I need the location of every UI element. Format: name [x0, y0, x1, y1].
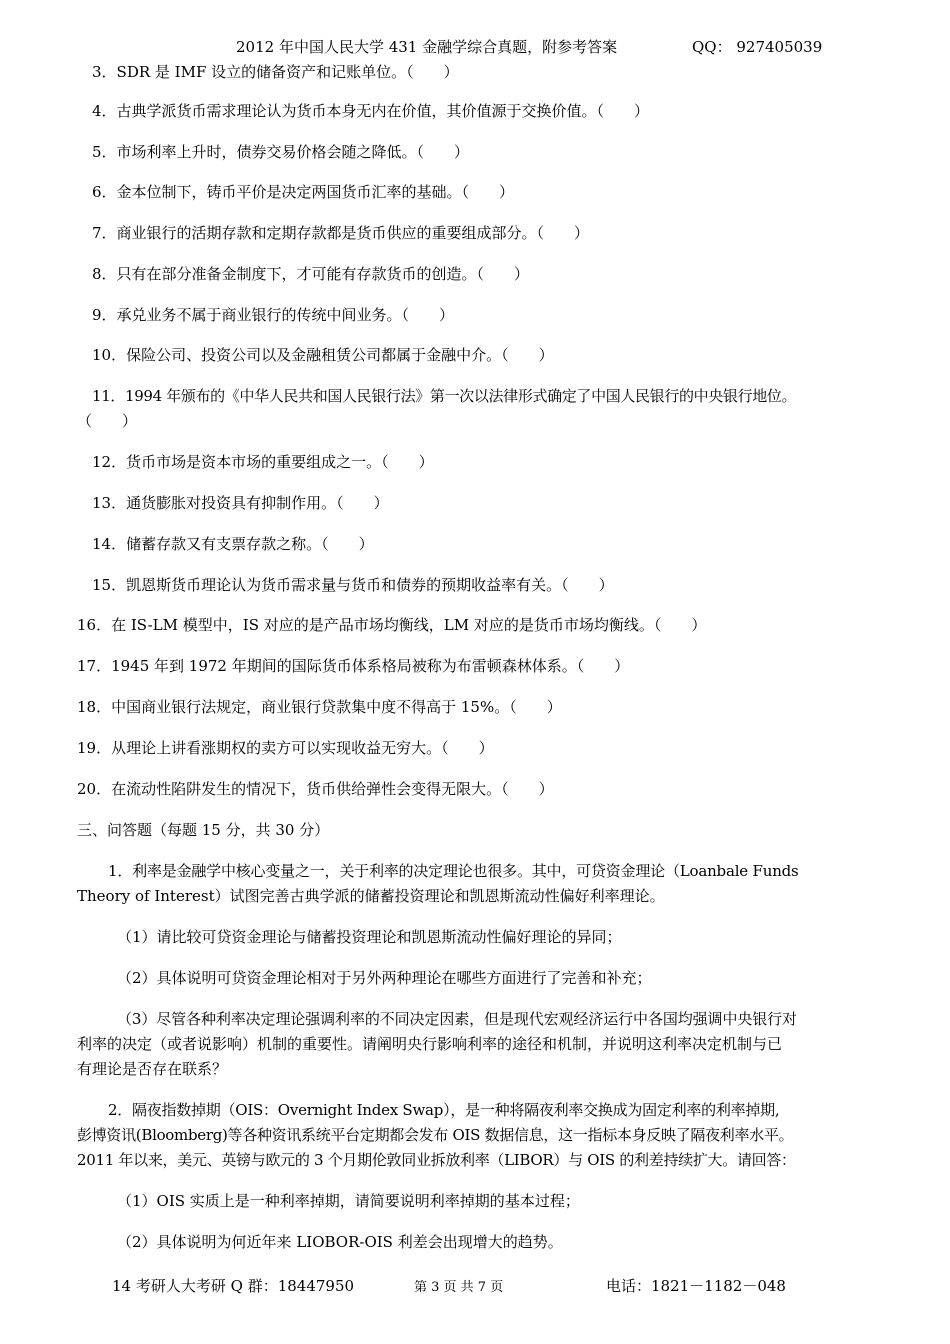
question-10: 10．保险公司、投资公司以及金融租赁公司都属于金融中介。（ ） — [92, 346, 554, 364]
page-header — [0, 36, 950, 60]
qa-1-part-3-line-1: （3）尽管各种利率决定理论强调利率的不同决定因素，但是现代宏观经济运行中各国均强调中央银行对 — [117, 1010, 797, 1028]
qa-1-part-1: （1）请比较可贷资金理论与储蓄投资理论和凯恩斯流动性偏好理论的异同； — [117, 928, 622, 946]
qa-1-part-3-line-2: 利率的决定（或者说影响）机制的重要性。请阐明央行影响利率的途径和机制，并说明这利率决定机制与已 — [77, 1035, 783, 1053]
question-11-bracket: （ ） — [77, 412, 138, 430]
question-13: 13．通货膨胀对投资具有抑制作用。（ ） — [92, 494, 389, 512]
question-15: 15．凯恩斯货币理论认为货币需求量与货币和债券的预期收益率有关。（ ） — [92, 576, 614, 594]
qa-2-line-1: 2．隔夜指数掉期（OIS：Overnight Index Swap），是一种将隔夜利率交换成为固定利率的利率掉期, — [108, 1101, 780, 1119]
qa-1-line-2: Theory of Interest）试图完善古典学派的储蓄投资理论和凯恩斯流动性偏好利率理论。 — [77, 887, 665, 905]
question-19: 19．从理论上讲看涨期权的卖方可以实现收益无穷大。（ ） — [77, 739, 494, 757]
question-17: 17．1945 年到 1972 年期间的国际货币体系格局被称为布雷顿森林体系。（ ） — [77, 657, 630, 675]
question-7: 7．商业银行的活期存款和定期存款都是货币供应的重要组成部分。（ ） — [92, 224, 590, 242]
qa-2-line-2: 彭博资讯(Bloomberg)等各种资讯系统平台定期都会发布 OIS 数据信息，这一指标本身反映了隔夜利率水平。 — [77, 1126, 794, 1144]
question-6: 6．金本位制下，铸币平价是决定两国货币汇率的基础。（ ） — [92, 183, 515, 201]
question-20: 20．在流动性陷阱发生的情况下，货币供给弹性会变得无限大。（ ） — [77, 780, 554, 798]
question-4: 4．古典学派货币需求理论认为货币本身无内在价值，其价值源于交换价值。（ ） — [92, 102, 650, 120]
question-8: 8．只有在部分准备金制度下，才可能有存款货币的创造。（ ） — [92, 265, 530, 283]
qa-1-part-2: （2）具体说明可贷资金理论相对于另外两种理论在哪些方面进行了完善和补充； — [117, 969, 652, 987]
question-11: 11．1994 年颁布的《中华人民共和国人民银行法》第一次以法律形式确定了中国人民银行的中央银行地位。 — [92, 387, 797, 405]
qa-1-part-3-line-3: 有理论是否存在联系？ — [77, 1060, 228, 1078]
question-9: 9．承兑业务不属于商业银行的传统中间业务。（ ） — [92, 306, 455, 324]
footer-page-number: 第 3 页 共 7 页 — [414, 1280, 504, 1295]
section-3-heading: 三、问答题（每题 15 分，共 30 分） — [77, 821, 330, 839]
footer-qq-group: 14 考研人大考研 Q 群：18447950 — [112, 1277, 355, 1295]
footer-phone: 电话：1821－1182－048 — [606, 1277, 786, 1295]
question-16: 16．在 IS-LM 模型中，IS 对应的是产品市场均衡线，LM 对应的是货币市场均衡线。（ ） — [77, 616, 707, 634]
question-12: 12．货币市场是资本市场的重要组成之一。（ ） — [92, 453, 434, 471]
question-18: 18．中国商业银行法规定，商业银行贷款集中度不得高于 15%。（ ） — [77, 698, 562, 716]
header-qq: QQ： 927405039 — [692, 38, 823, 56]
question-14: 14．储蓄存款又有支票存款之称。（ ） — [92, 535, 374, 553]
question-3: 3．SDR 是 IMF 设立的储备资产和记账单位。（ ） — [92, 63, 459, 81]
header-title: 2012 年中国人民大学 431 金融学综合真题，附参考答案 — [236, 38, 618, 56]
question-5: 5．市场利率上升时，债券交易价格会随之降低。（ ） — [92, 143, 470, 161]
qa-1-line-1: 1．利率是金融学中核心变量之一，关于利率的决定理论也很多。其中，可贷资金理论（Loanbale Funds — [108, 862, 799, 880]
qa-2-line-3: 2011 年以来，美元、英镑与欧元的 3 个月期伦敦同业拆放利率（LIBOR）与 OIS 的利差持续扩大。请回答： — [77, 1151, 796, 1169]
qa-2-part-1: （1）OIS 实质上是一种利率掉期，请简要说明利率掉期的基本过程； — [117, 1192, 580, 1210]
qa-2-part-2: （2）具体说明为何近年来 LIOBOR-OIS 利差会出现增大的趋势。 — [117, 1233, 563, 1251]
